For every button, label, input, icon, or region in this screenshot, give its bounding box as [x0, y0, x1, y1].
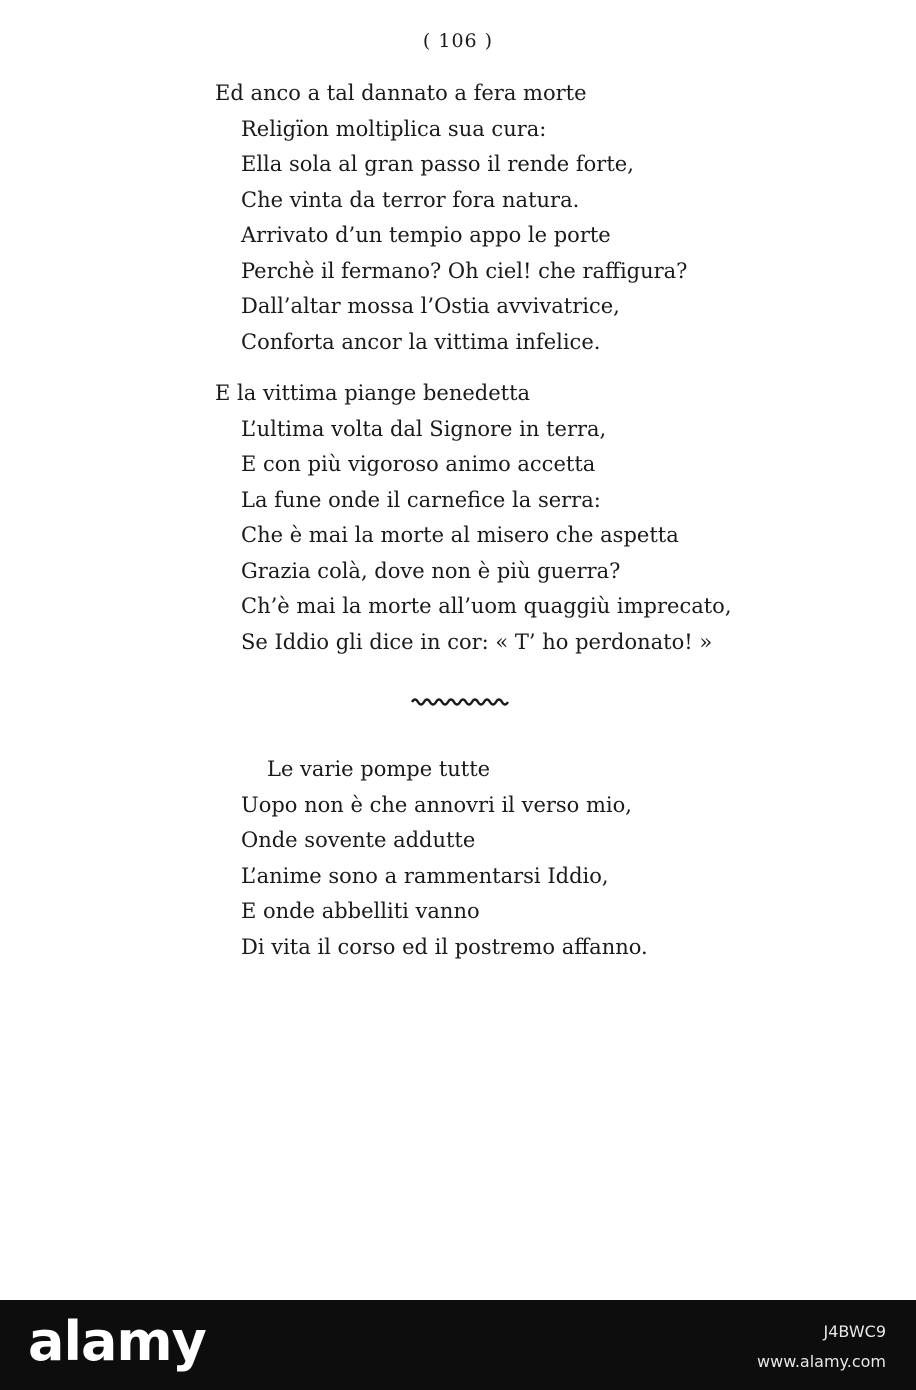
verse-line: L’ultima volta dal Signore in terra,	[241, 416, 607, 441]
verse-line: Ella sola al gran passo il rende forte,	[241, 152, 634, 176]
stock-watermark-bar	[0, 1300, 916, 1390]
verse-line: Arrivato d’un tempio appo le porte	[241, 223, 611, 247]
alamy-logo: alamy	[28, 1310, 206, 1373]
verse-line: Perchè il fermano? Oh ciel! che raffigura?	[241, 258, 688, 283]
verse-line: Le varie pompe tutte	[267, 757, 491, 781]
stanza-1	[215, 76, 687, 360]
verse-line: E con più vigoroso animo accetta	[241, 452, 596, 476]
page-number: ( 106 )	[422, 30, 494, 52]
verse-line: Onde sovente addutte	[241, 828, 476, 852]
verse-line: Ch’è mai la morte all’uom quaggiù imprecato,	[241, 594, 732, 618]
stock-url: www.alamy.com	[757, 1352, 886, 1371]
verse-line: E la vittima piange benedetta	[215, 381, 531, 405]
verse-line: La fune onde il carnefice la serra:	[241, 487, 601, 512]
verse-line: Uopo non è che annovri il verso mio,	[241, 792, 632, 817]
verse-line: Religïon moltiplica sua cura:	[241, 116, 547, 141]
image-id: J4BWC9	[823, 1322, 886, 1341]
verse-line: Se Iddio gli dice in cor: « T’ ho perdonato! »	[241, 629, 713, 654]
section-divider-ornament	[410, 694, 510, 708]
verse-line: Dall’altar mossa l’Ostia avvivatrice,	[241, 294, 620, 318]
verse-line: L’anime sono a rammentarsi Iddio,	[241, 863, 609, 888]
stanza-2	[215, 376, 732, 660]
verse-line: Grazia colà, dove non è più guerra?	[241, 558, 621, 583]
verse-line: Che è mai la morte al misero che aspetta	[241, 523, 679, 547]
verse-line: Ed anco a tal dannato a fera morte	[215, 81, 587, 105]
verse-line: Conforta ancor la vittima infelice.	[241, 329, 601, 354]
stanza-3	[241, 752, 648, 965]
verse-line: Che vinta da terror fora natura.	[241, 187, 580, 212]
verse-line: Di vita il corso ed il postremo affanno.	[241, 934, 648, 959]
verse-line: E onde abbelliti vanno	[241, 899, 480, 923]
